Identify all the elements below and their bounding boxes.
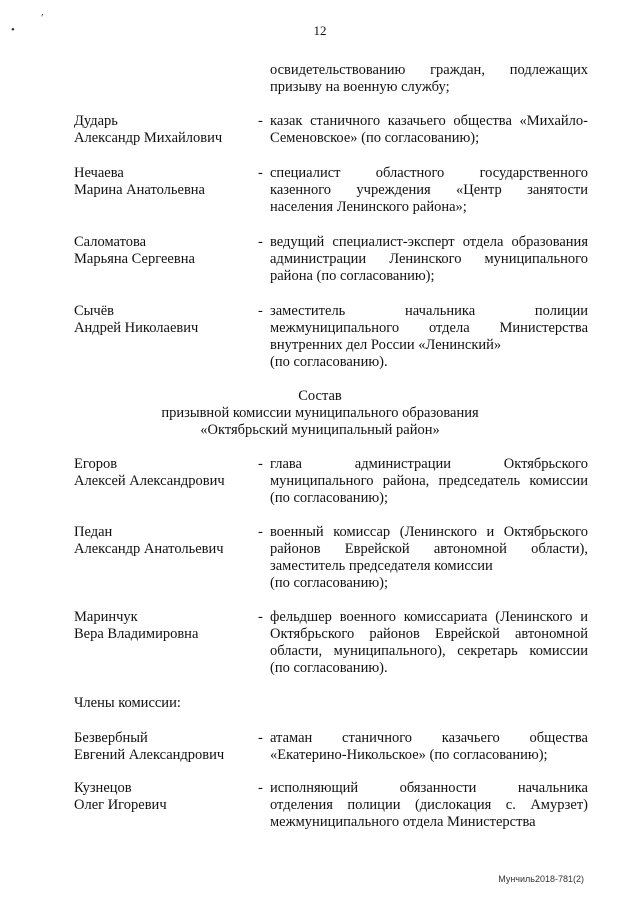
desc-line: ведущий специалист-эксперт отдела образования [270,234,588,250]
member-name [74,113,254,147]
desc-line: «Екатерино-Никольское» (по согласованию); [270,747,548,763]
page-number: 12 [313,23,327,38]
given-names: Андрей Николаевич [74,320,199,336]
desc-line: населения Ленинского района»; [270,199,467,215]
surname: Сычёв [74,303,114,319]
dash: - [258,609,263,625]
dash: - [258,780,263,796]
surname: Маринчук [74,609,138,625]
given-names: Александр Анатольевич [74,541,224,557]
desc-line: казенного учреждения «Центр занятости [270,182,588,198]
member-role [270,730,588,764]
surname: Педан [74,524,113,540]
member-name [74,303,254,337]
heading-subtitle: призывной комиссии муниципального образования [161,405,479,421]
desc-line: отделения полиции (дислокация с. Амурзет) [270,797,588,813]
desc-line: призыву на военную службу; [270,79,450,95]
desc-line: (по согласованию). [270,660,388,676]
member-name [74,456,254,490]
desc-line: (по согласованию); [270,490,389,506]
dash: - [258,456,263,472]
member-role [270,234,588,285]
desc-line: Семеновское» (по согласованию); [270,130,480,146]
desc-line: района (по согласованию); [270,268,435,284]
given-names: Марина Анатольевна [74,182,205,198]
desc-line: области, муниципального), секретарь комиссии [270,643,588,659]
surname: Безвербный [74,730,148,746]
member-role [270,609,588,677]
dash: - [258,113,263,129]
desc-line: (по согласованию); [270,575,389,591]
member-name [74,730,254,764]
desc-line: исполняющий обязанности начальника [270,780,588,796]
desc-line: муниципального района, председатель комиссии [270,473,588,489]
desc-line: межмуниципального отдела Министерства [270,814,536,830]
given-names: Алексей Александрович [74,473,225,489]
surname: Нечаева [74,165,124,181]
desc-line: (по согласованию). [270,354,388,370]
desc-line: освидетельствованию граждан, подлежащих [270,62,588,78]
given-names: Евгений Александрович [74,747,225,763]
member-name [74,234,254,268]
desc-line: специалист областного государственного [270,165,588,181]
desc-line: фельдшер военного комиссариата (Ленинского и [270,609,588,625]
member-role [270,303,588,371]
member-role [270,456,588,507]
heading-subtitle: «Октябрьский муниципальный район» [200,422,440,438]
desc-line: казак станичного казачьего общества «Михайло- [270,113,588,129]
member-role [270,113,588,147]
heading-title: Состав [298,388,342,404]
desc-line: военный комиссар (Ленинского и Октябрьского [270,524,588,540]
desc-line: межмуниципального отдела Министерства [270,320,588,336]
footer-code: Мунчиль2018-781(2) [498,874,584,884]
dash: - [258,234,263,250]
member-name [74,609,254,643]
surname: Саломатова [74,234,147,250]
commission-heading [0,388,640,439]
desc-line: глава администрации Октябрьского [270,456,588,472]
dash: - [258,165,263,181]
member-role [270,780,588,831]
desc-line: заместитель председателя комиссии [270,558,493,574]
dash: - [258,524,263,540]
dash: - [258,303,263,319]
given-names: Марьяна Сергеевна [74,251,195,267]
desc-line: атаман станичного казачьего общества [270,730,588,746]
surname: Дударь [74,113,118,129]
desc-line: Октябрьского районов Еврейской автономной [270,626,588,642]
desc-line: внутренних дел России «Ленинский» [270,337,502,353]
given-names: Александр Михайлович [74,130,223,146]
member-name [74,780,254,814]
dash: - [258,730,263,746]
surname: Кузнецов [74,780,132,796]
scan-mark: ' [38,12,45,25]
member-role [270,524,588,592]
scan-mark: • [11,24,15,36]
desc-line: районов Еврейской автономной области), [270,541,588,557]
given-names: Олег Игоревич [74,797,167,813]
surname: Егоров [74,456,118,472]
given-names: Вера Владимировна [74,626,199,642]
member-name [74,165,254,199]
members-label: Члены комиссии: [74,695,181,711]
desc-line: заместитель начальника полиции [270,303,588,319]
member-name [74,524,254,558]
desc-line: администрации Ленинского муниципального [270,251,588,267]
member-role [270,165,588,216]
